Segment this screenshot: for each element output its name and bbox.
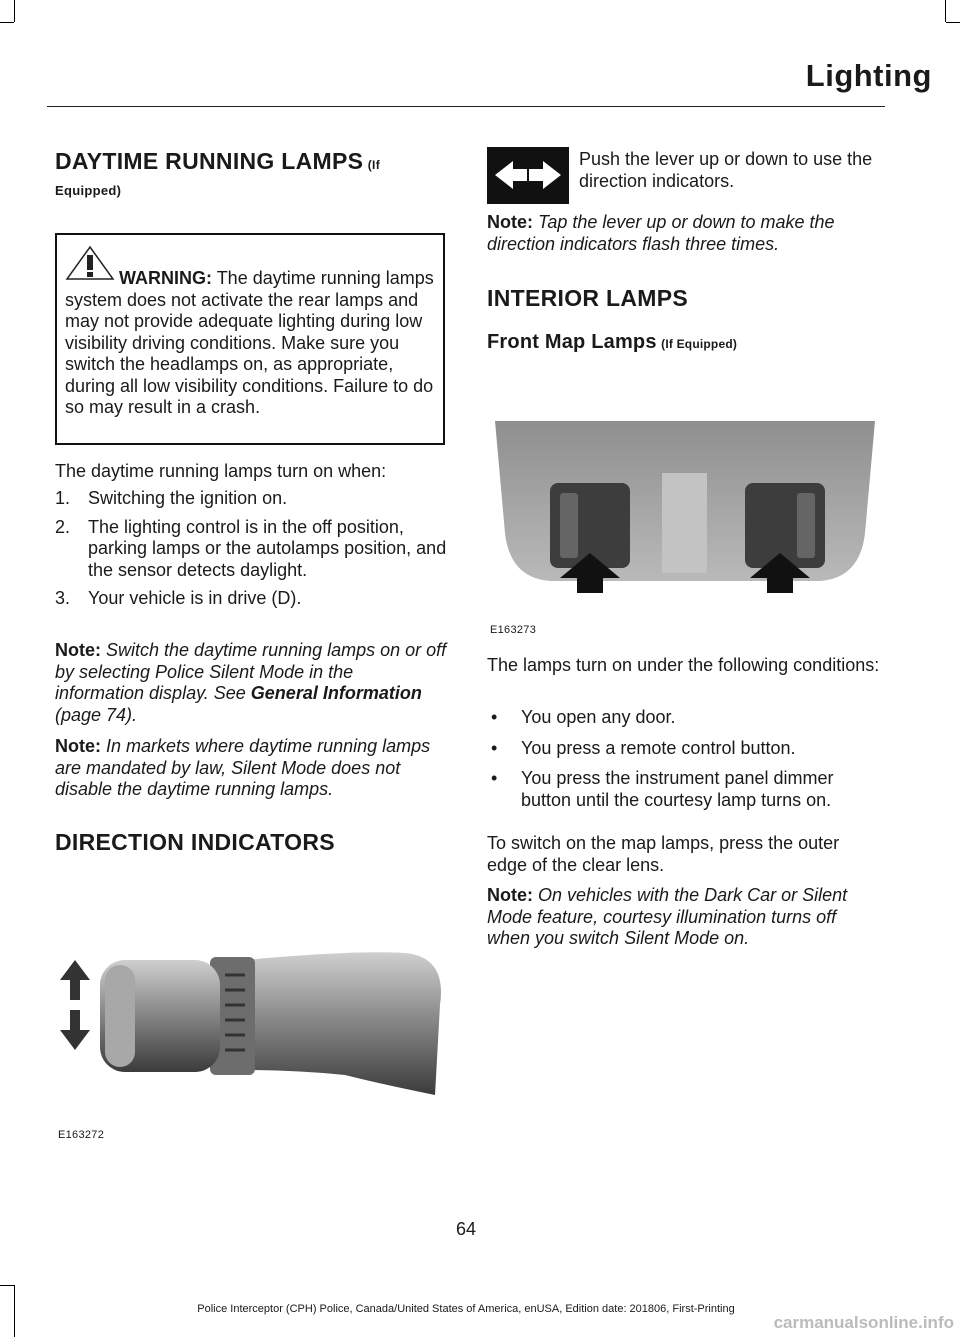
list-item: 2. The lighting control is in the off position, parking lamps or the autolamps position, and the sensor detects daylight. [55,516,447,580]
list-item: • You press a remote control button. [491,737,796,758]
drl-heading-suffix: (If [367,158,380,172]
list-item: • You open any door. [491,707,676,727]
figure-id: E163272 [58,1129,105,1141]
drl-intro: The daytime running lamps turn on when: [55,461,387,481]
map-lamp-illustration [490,413,880,613]
direction-heading: DIRECTION INDICATORS [55,829,335,855]
drl-heading [55,148,455,198]
direction-instruction: Push the lever up or down to use the direction indicators. [579,149,873,191]
page-title: Lighting [805,58,932,93]
list-item: • You press the instrument panel dimmer button until the courtesy lamp turns on. [491,768,834,810]
drl-conditions-list [55,481,447,610]
figure-id: E163273 [490,624,537,636]
watermark: carmanualsonline.info [773,1313,954,1332]
crop-mark [14,0,15,22]
interior-note: Note: On vehicles with the Dark Car or Silent Mode feature, courtesy illumination turns off when you switch Silent Mode on. [487,885,848,948]
page-number: 64 [455,1219,477,1239]
interior-conditions-list [487,698,882,811]
warning-label: WARNING: [119,268,212,288]
interior-heading: INTERIOR LAMPS [487,285,688,311]
warning-box [55,233,445,445]
warning-icon [65,245,115,281]
header-divider [47,106,885,107]
direction-note: Note: Tap the lever up or down to make the direction indicators flash three times. [487,212,835,254]
switch-instruction: To switch on the map lamps, press the outer edge of the clear lens. [487,833,840,875]
list-item: 3. Your vehicle is in drive (D). [55,588,302,608]
map-lamps-heading: Front Map Lamps (If Equipped) [487,331,738,353]
drl-note-1: Note: Switch the daytime running lamps on or off by selecting Police Silent Mode in the information display. See General Information (page 74). [55,640,447,725]
crop-mark [0,1285,14,1286]
list-item: 1. Switching the ignition on. [55,488,288,508]
general-information-link[interactable]: General Information [250,683,422,703]
drl-heading-text: DAYTIME RUNNING LAMPS [55,148,364,174]
edition-info: Police Interceptor (CPH) Police, Canada/United States of America, enUSA, Edition date: 201806, First-Printing [197,1303,735,1315]
crop-mark [946,22,960,23]
warning-text: The daytime running lamps system does not activate the rear lamps and may not provide adequate lighting during low visibility driving conditions. Make sure you switch the headlamps on, as appropriate, during all low visibility conditions. Failure to do so may result in a crash. [65,268,434,417]
drl-heading-line2: Equipped) [55,183,122,198]
turn-signal-arrows-icon [487,147,569,204]
interior-intro: The lamps turn on under the following conditions: [487,655,880,675]
crop-mark [945,0,946,22]
crop-mark [0,22,14,23]
drl-note-2: Note: In markets where daytime running lamps are mandated by law, Silent Mode does not disable the daytime running lamps. [55,736,431,799]
turn-signal-lever-illustration [55,945,447,1115]
